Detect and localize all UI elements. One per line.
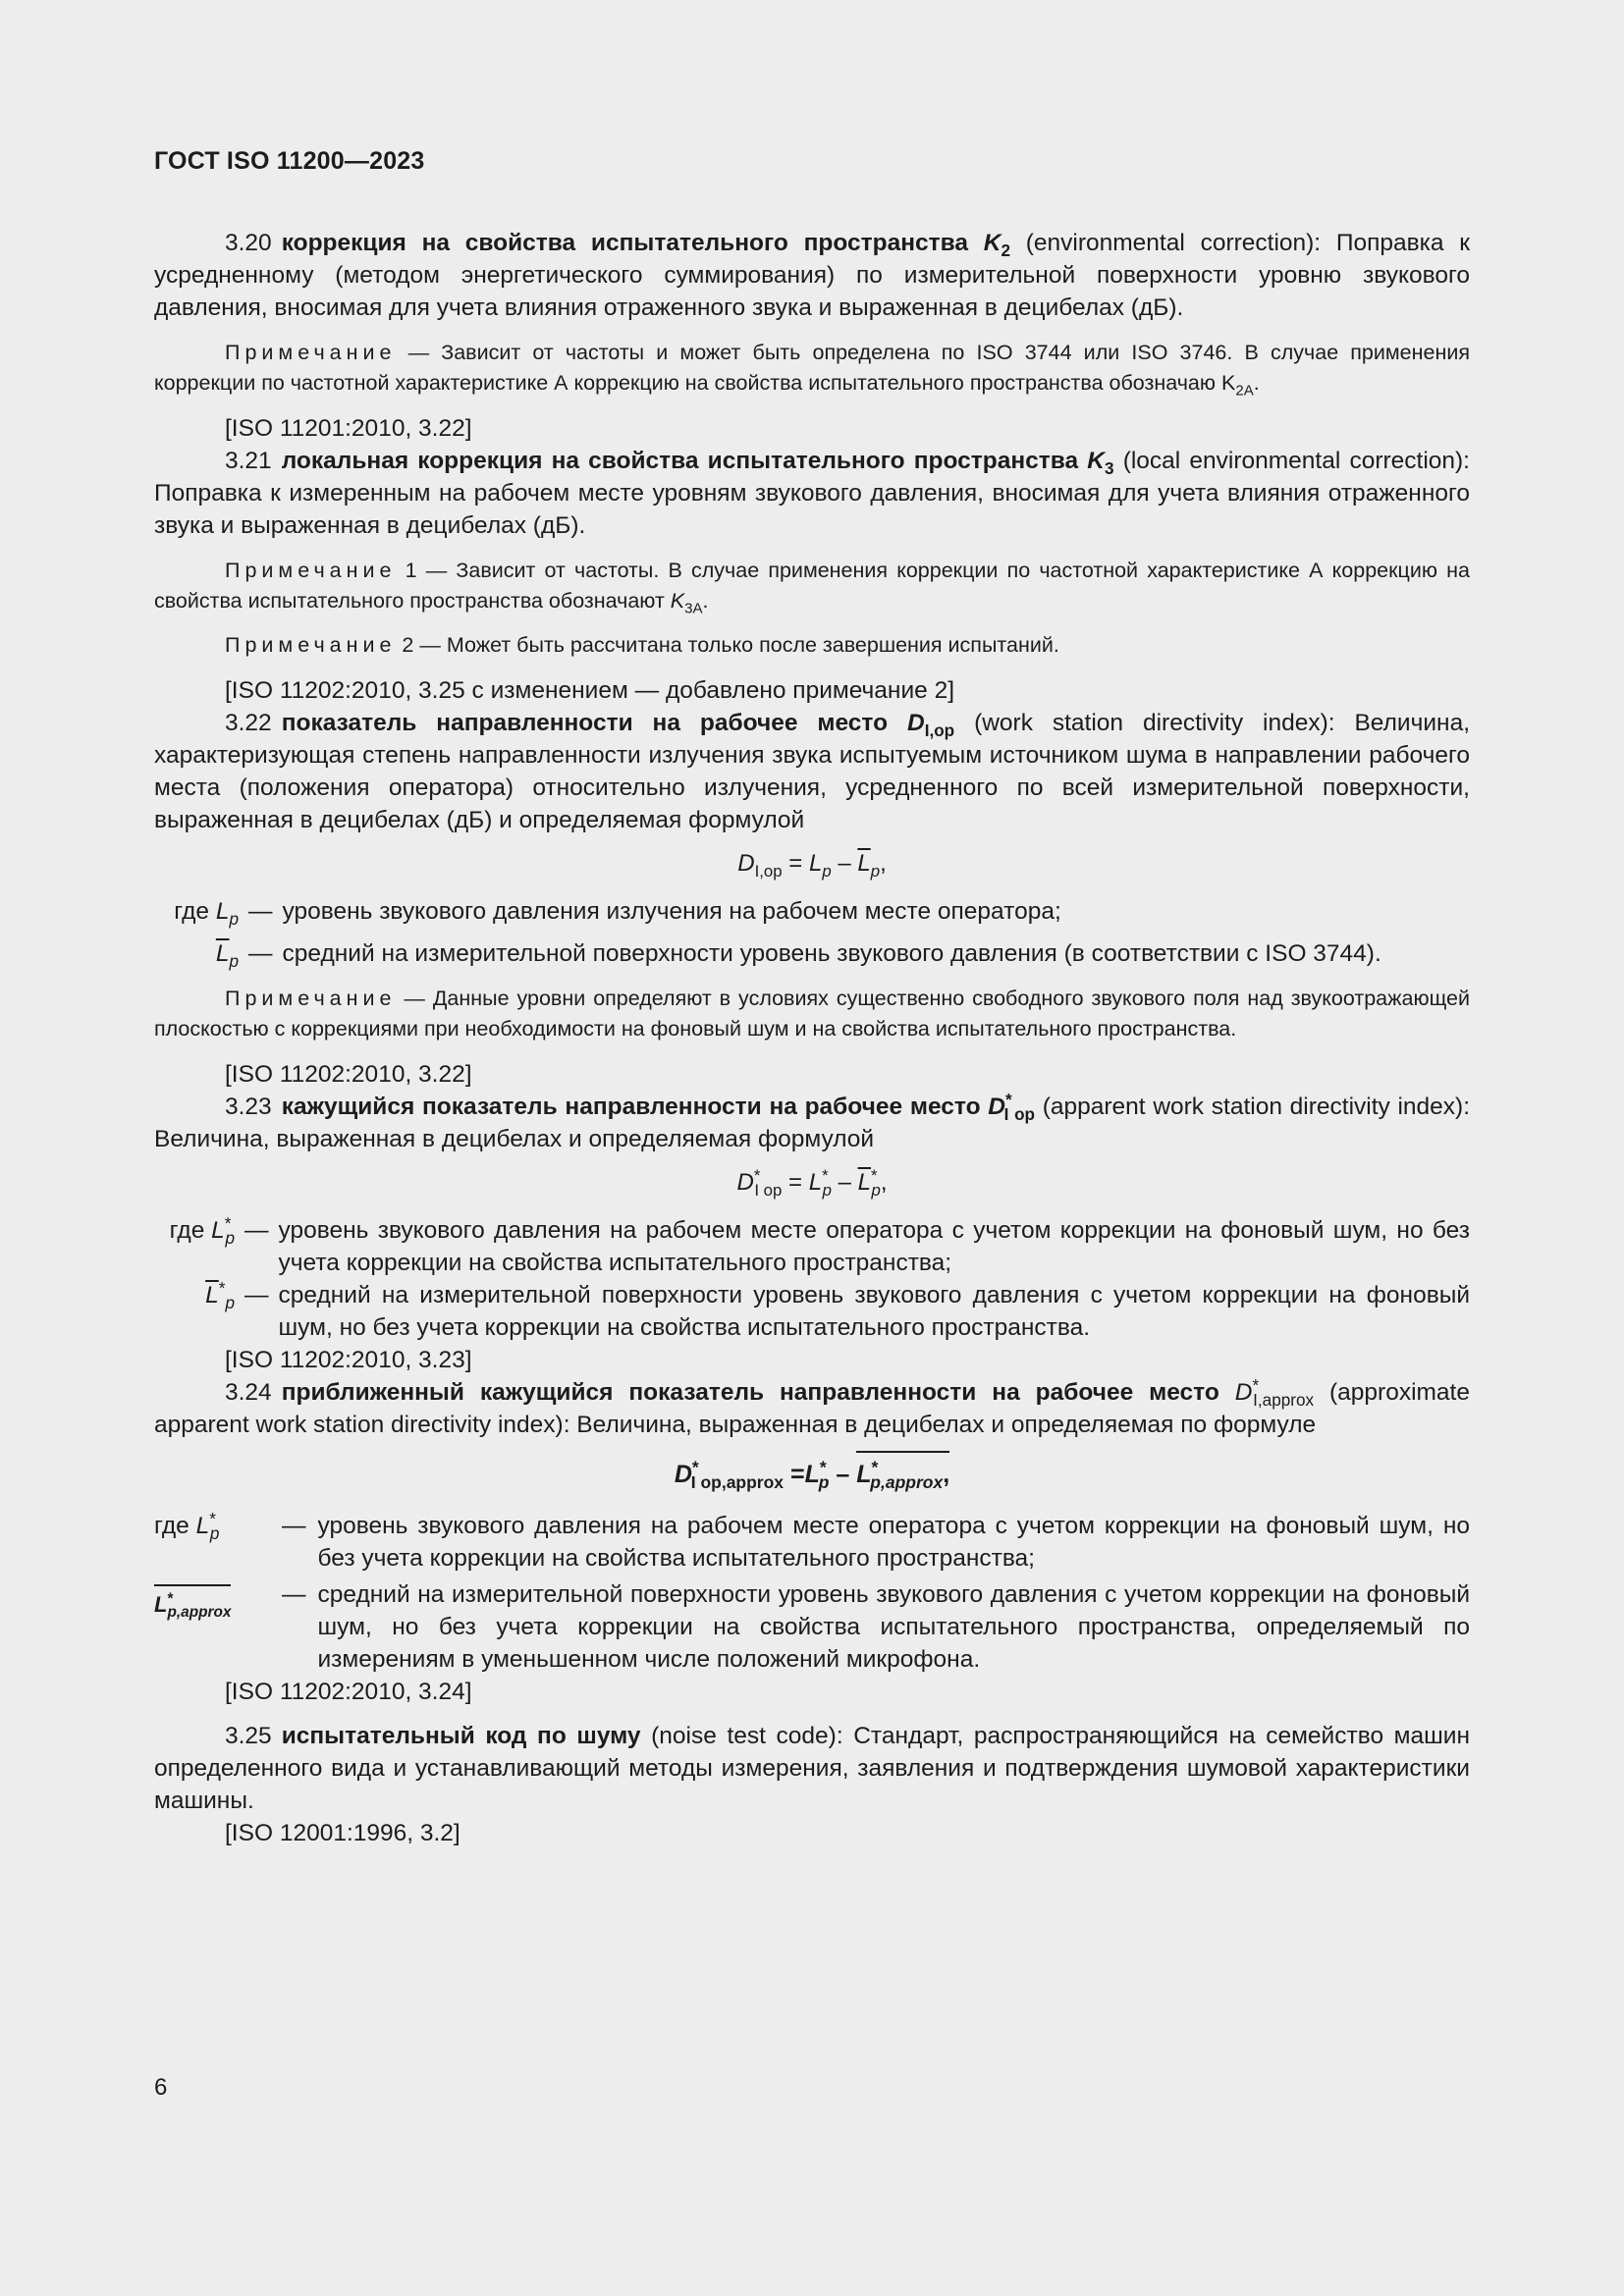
document-page: [154, 147, 1470, 1849]
section-3-22: [154, 707, 1470, 836]
note: Примечание — Зависит от частоты и может быть определена по ISO 3744 или ISO 3746. В случае применения коррекции по частотной характеристике А коррекцию на свойства испытательного пространства обозначаю $K_{2A}$.: [154, 341, 1470, 400]
term-english: (work station directivity index):: [954, 710, 1335, 736]
term: показатель направленности на рабочее место $D_{I,op}$: [281, 710, 955, 740]
definition: Поправка к измеренным на рабочем месте уровням звукового давления, вносимая для учета влияния отраженного звука и выраженная в децибелах (дБ).: [154, 480, 1470, 539]
term: приближенный кажущийся показатель направленности на рабочее место: [281, 1379, 1235, 1406]
definition: Величина, выраженная в децибелах и определяемая по формуле: [569, 1412, 1317, 1438]
section-number: 3.23: [225, 1094, 272, 1120]
term: коррекция на свойства испытательного пространства $K_2$: [281, 230, 1010, 260]
document-header: ГОСТ ISO 11200—2023: [154, 147, 425, 175]
term-english: (approximate apparent work station directivity index):: [154, 1379, 1470, 1438]
section-number: 3.22: [225, 710, 272, 736]
term: кажущийся показатель направленности на рабочее место $D^*_{I op}$: [281, 1089, 1036, 1124]
where-item: где $L_p$ — уровень звукового давления излучения на рабочем месте оператора;: [174, 898, 1061, 929]
term-english: (noise test code):: [640, 1723, 843, 1749]
where-item: $\overline{L}_p$ — средний на измерительной поверхности уровень звукового давления (в соответствии с ISO 3744).: [215, 940, 1381, 971]
note-2: Примечание 2 — Может быть рассчитана только после завершения испытаний.: [225, 633, 1059, 657]
definition: Поправка к усредненному (методом энергетического суммирования) по измерительной поверхности уровню звукового давления, вносимая для учета влияния отраженного звука и выраженная в децибелах (дБ).: [154, 230, 1471, 321]
definition: Стандарт, распространяющийся на семейство машин определенного вида и устанавливающий методы измерения, заявления и подтверждения шумовой характеристики машины.: [154, 1723, 1470, 1814]
formula: $D^*_{I op} = L^*_p - \overline{L}^*_p$,: [736, 1166, 888, 1200]
where-item: где $L^*_p$ — уровень звукового давления на рабочем месте оператора с учетом коррекции на фоновый шум, но без учета коррекции на свойства испытательного пространства;: [154, 1508, 1470, 1572]
section-number: 3.21: [225, 448, 272, 474]
formula: $D_{I,op} = L_p - \overline{L}_p$,: [737, 850, 887, 881]
definition: Величина, выраженная в децибелах и определяемая формулой: [154, 1126, 875, 1152]
formula: $D^*_{I op,approx} =L^*_p - L^*_{p,approx}$,: [154, 1451, 1470, 1494]
source-reference: [ISO 11202:2010, 3.24]: [225, 1679, 472, 1705]
term-english: (apparent work station directivity index):: [1035, 1094, 1471, 1120]
section-3-20: [154, 227, 1470, 324]
section-3-21: [154, 445, 1470, 542]
section-number: 3.24: [225, 1379, 272, 1406]
term-english: (environmental correction):: [1010, 230, 1322, 256]
where-item: $L^*_{p,approx}$ — средний на измерительной поверхности уровень звукового давления с учетом коррекции на фоновый шум, но без учета коррекции на свойства испытательного пространства, определяемый по измерениям в уменьшенном числе положений микрофона.: [154, 1581, 1470, 1673]
section-3-25: [154, 1720, 1470, 1817]
section-number: 3.25: [225, 1723, 272, 1749]
note-1: Примечание 1 — Зависит от частоты. В случае применения коррекции по частотной характеристике А коррекцию на свойства испытательного пространства обозначают $K_{3A}$.: [154, 559, 1470, 617]
section-3-23: [154, 1091, 1470, 1155]
term: испытательный код по шуму: [281, 1723, 641, 1749]
term-english: (local environmental correction):: [1113, 448, 1470, 474]
note: Примечание — Данные уровни определяют в условиях существенно свободного звукового поля над звукоотражающей плоскостью с коррекциями при необходимости на фоновый шум и на свойства испытательного пространства.: [154, 987, 1470, 1041]
section-number: 3.20: [225, 230, 272, 256]
source-reference: [ISO 12001:1996, 3.2]: [225, 1820, 460, 1846]
source-reference: [ISO 11202:2010, 3.25 с изменением — добавлено примечание 2]: [225, 677, 955, 704]
where-item: $\overline{L}^*_p$ — средний на измерительной поверхности уровень звукового давления с учетом коррекции на фоновый шум, но без учета коррекции на свойства испытательного пространства.: [205, 1277, 1470, 1341]
source-reference: [ISO 11201:2010, 3.22]: [225, 415, 472, 442]
section-3-24: 3.24 приближенный кажущийся показатель направленности на рабочее место $D^*_{I,approx}$ (approximate apparent work station directivity index): Величина, выраженная в децибелах и определяемая по формуле: [154, 1374, 1470, 1438]
source-reference: [ISO 11202:2010, 3.22]: [225, 1061, 472, 1088]
definition: Величина, характеризующая степень направленности излучения звука испытуемым источником шума в направлении рабочего места (положения оператора) относительно излучения, усредненного по всей измерительной поверхности, выраженная в децибелах (дБ) и определяемая формулой: [154, 710, 1471, 833]
term: локальная коррекция на свойства испытательного пространства $K_3$: [281, 448, 1114, 478]
where-item: где $L^*_p$ — уровень звукового давления на рабочем месте оператора с учетом коррекции на фоновый шум, но без учета коррекции на свойства испытательного пространства;: [169, 1212, 1470, 1276]
page-number: 6: [154, 2074, 168, 2101]
source-reference: [ISO 11202:2010, 3.23]: [225, 1347, 472, 1373]
